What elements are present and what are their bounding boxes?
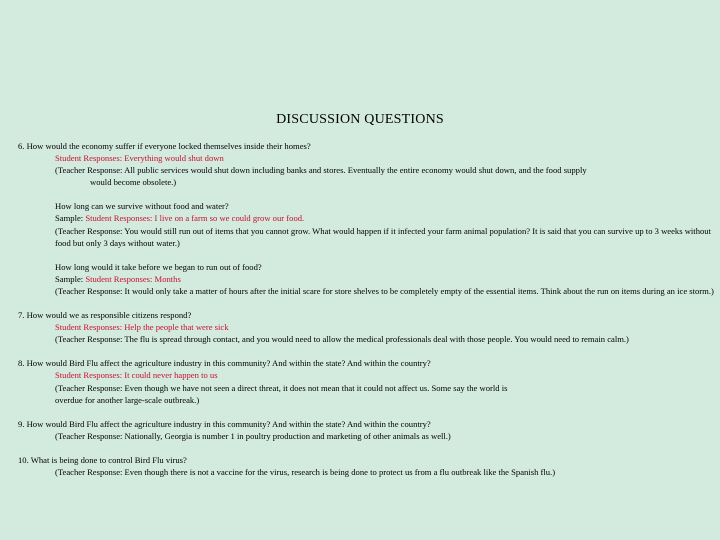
teacher-response: (Teacher Response: Even though there is not a vaccine for the virus, research is being done to protect us from a flu outbreak like the Spanish flu.) (55, 466, 556, 477)
student-response: Student Responses: It could never happen to us (55, 370, 218, 381)
question-8-block (18, 357, 716, 405)
student-response: Student Responses: I live on a farm so we could grow our food. (85, 213, 305, 224)
question-6-block (18, 140, 716, 188)
question-6c-block (18, 261, 716, 297)
sample-label: Sample: (55, 213, 84, 224)
page-title: DISCUSSION QUESTIONS (276, 112, 444, 127)
teacher-response-continued: would become obsolete.) (90, 177, 177, 188)
student-response: Student Responses: Help the people that were sick (55, 322, 229, 333)
question-9: 9. How would Bird Flu affect the agriculture industry in this community? And within the state? And within the country? (18, 418, 431, 429)
teacher-response: (Teacher Response: All public services would shut down including banks and stores. Eventually the entire economy would shut down, and the food supply (55, 165, 587, 176)
sample-line (55, 212, 716, 224)
teacher-response-continued: overdue for another large-scale outbreak.) (55, 394, 200, 405)
teacher-response: (Teacher Response: It would only take a matter of hours after the initial scare for store shelves to be completely empty of the essential items. Think about the run on items during an ice storm.) (55, 285, 714, 296)
question-7: 7. How would we as responsible citizens respond? (18, 310, 192, 321)
sub-question: How long can we survive without food and water? (55, 201, 229, 212)
sample-line (55, 273, 716, 285)
question-7-block (18, 309, 716, 345)
question-9-block (18, 418, 716, 442)
question-6b-block (18, 200, 716, 248)
teacher-response: (Teacher Response: Nationally, Georgia is number 1 in poultry production and marketing of other animals as well.) (55, 430, 451, 441)
teacher-response: (Teacher Response: You would still run out of items that you cannot grow. What would happen if it infected your farm animal population? It is said that you can survive up to 3 weeks without food but only 3 days without water.) (55, 225, 711, 248)
question-10-block (18, 454, 716, 478)
question-6: 6. How would the economy suffer if everyone locked themselves inside their homes? (18, 141, 311, 151)
question-10: 10. What is being done to control Bird Flu virus? (18, 454, 187, 465)
student-response: Student Responses: Months (85, 273, 181, 284)
discussion-questions (18, 140, 716, 478)
sub-question: How long would it take before we began to run out of food? (55, 261, 262, 272)
teacher-response: (Teacher Response: The flu is spread through contact, and you would need to allow the medical professionals deal with those people. You would need to remain calm.) (55, 334, 629, 345)
sample-label: Sample: (55, 273, 84, 284)
teacher-response: (Teacher Response: Even though we have not seen a direct threat, it does not mean that it could not affect us. Some say the world is (55, 382, 508, 393)
student-response: Student Responses: Everything would shut down (55, 153, 224, 164)
question-8: 8. How would Bird Flu affect the agriculture industry in this community? And within the state? And within the country? (18, 358, 431, 369)
